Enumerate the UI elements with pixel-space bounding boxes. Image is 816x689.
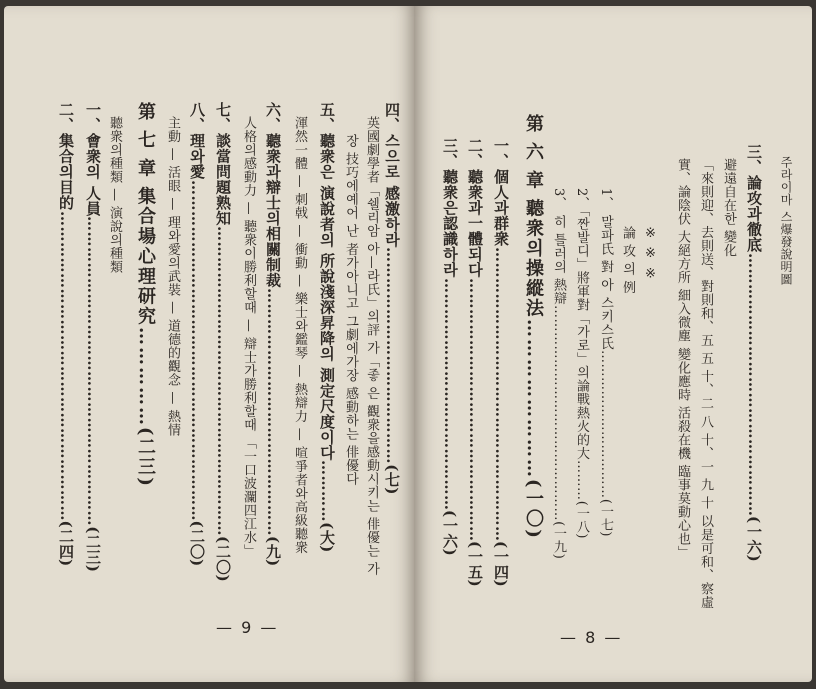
toc-entry bbox=[676, 158, 689, 559]
toc-leader: …………………………………… bbox=[383, 247, 401, 465]
toc-entry bbox=[442, 138, 457, 556]
toc-entry-text: 實、論陰伏 大絕方所 細入微塵 變化應時 活殺在機 臨事莫動心也」 bbox=[675, 158, 690, 560]
toc-entry-text: 英國劇學者「쉘리암 아—라氏」의評 가「좋 은 觀衆을感動시키는 俳優는 가 bbox=[364, 116, 379, 576]
toc-entry bbox=[108, 116, 121, 274]
toc-entry-text: 三、聽衆은認識하라 bbox=[441, 138, 459, 278]
toc-entry bbox=[621, 226, 634, 294]
toc-entry bbox=[166, 116, 179, 437]
toc-entry-text: 避遠自在한 變化 bbox=[721, 158, 736, 258]
toc-page-ref: (一九) bbox=[551, 521, 566, 560]
page-number: — 8 — bbox=[560, 628, 623, 647]
toc-entry-text: 一、會衆의 人員 bbox=[84, 102, 102, 217]
toc-entry-text: 八、理와愛 bbox=[188, 102, 206, 180]
toc-entry bbox=[493, 138, 508, 587]
toc-entry bbox=[365, 116, 378, 576]
toc-leader: …………………………………………………… bbox=[214, 226, 232, 536]
toc-page-ref: (九) bbox=[264, 536, 282, 567]
toc-entry bbox=[319, 102, 334, 553]
toc-entry-text: 四、스으로 感激하라 bbox=[383, 102, 401, 248]
toc-entry-text: 主動 — 活眼 — 理와愛의武裝 — 道德的觀念 — 熱情 bbox=[165, 116, 180, 437]
toc-page-ref: (一五) bbox=[466, 541, 484, 588]
toc-leader: …………………………………………………… bbox=[57, 210, 75, 521]
toc-entry-text: 「來則迎、去則送、對則和、五 五 十、二 八 十、一 九 十 以是可和、察虛 bbox=[698, 158, 713, 609]
toc-entry bbox=[722, 158, 735, 257]
toc-entry-text: ※ ※ ※ bbox=[643, 226, 658, 282]
toc-entry bbox=[699, 158, 712, 609]
toc-page-ref: (一七) bbox=[598, 498, 613, 537]
toc-entry bbox=[344, 134, 357, 486]
toc-leader: …………………………… bbox=[598, 350, 613, 499]
toc-entry bbox=[599, 188, 612, 537]
toc-entry-text: 장 技巧에예어 난 者가아니고 그劇에가장 感動하는 俳優다 bbox=[343, 134, 358, 486]
toc-entry-text: 論 攻 의 例 bbox=[620, 226, 635, 294]
toc-entry-text: 1、 말파氏 對 아 스키스氏 bbox=[598, 188, 613, 351]
toc-entry-text: 第 七 章 集合場心理研究 bbox=[135, 102, 156, 327]
toc-leader: ………………………………………………………… bbox=[188, 179, 206, 521]
toc-page-ref: (二三) bbox=[84, 526, 102, 573]
toc-leader: ………………………………………… bbox=[264, 288, 282, 536]
toc-page-ref: (二四) bbox=[57, 520, 75, 567]
toc-entry bbox=[467, 138, 482, 587]
toc-entry bbox=[384, 102, 399, 495]
toc-entry bbox=[189, 102, 204, 567]
toc-entry-text: 人格의感動力 — 聽衆이勝利할때 — 辯士가勝利할때 「一口波瀾四江水」 bbox=[241, 116, 256, 558]
toc-page-ref: (一四) bbox=[492, 541, 510, 588]
toc-entry-text: 2、「짠발디」將軍對「가로」의論戰熱火的大 bbox=[574, 188, 589, 461]
toc-leader: ………… bbox=[318, 460, 336, 523]
page-nine bbox=[4, 6, 416, 682]
toc-entry-text: 二、聽衆과一體되다 bbox=[466, 138, 484, 278]
toc-entry-text: 渾然一體 — 刺戟 — 衝動 — 樂士와鑑琴 — 熱辯力 — 喧爭者와高級聽衆 bbox=[292, 116, 307, 554]
toc-entry bbox=[552, 188, 565, 559]
toc-entry bbox=[575, 188, 588, 539]
toc-leader: ………………………………………… bbox=[551, 305, 566, 522]
toc-entry bbox=[780, 156, 792, 285]
toc-page-ref: (二三) bbox=[135, 426, 156, 488]
toc-entry bbox=[58, 102, 73, 567]
toc-entry bbox=[293, 116, 306, 554]
toc-leader: …………………………………………… bbox=[466, 277, 484, 541]
toc-page-ref: (一八) bbox=[574, 500, 589, 539]
toc-entry bbox=[242, 116, 255, 558]
toc-entry bbox=[136, 102, 154, 488]
toc-leader: …………………………………………………… bbox=[84, 216, 102, 527]
toc-page-ref: (一六) bbox=[441, 510, 459, 557]
toc-page-ref: (七) bbox=[383, 464, 401, 495]
page-eight bbox=[414, 6, 812, 682]
toc-leader: ……… bbox=[574, 460, 589, 501]
toc-entry-text: 3、 히 틀러의 熱辯 bbox=[551, 188, 566, 306]
toc-page-ref: (大) bbox=[318, 522, 336, 553]
toc-entry-text: 六、聽衆과辯士의相關制裁 bbox=[264, 102, 282, 288]
toc-leader: …………………… bbox=[523, 318, 544, 479]
toc-page-ref: (二〇) bbox=[188, 520, 206, 567]
toc-entry-text: 七、談當問題熟知 bbox=[214, 102, 232, 226]
toc-entry bbox=[746, 144, 761, 562]
toc-entry-text: 一、個人과群衆 bbox=[492, 138, 510, 247]
toc-entry bbox=[644, 226, 657, 282]
toc-page-ref: (一六) bbox=[745, 516, 763, 563]
toc-entry bbox=[265, 102, 280, 567]
toc-entry-text: 주라이마 스爆發說明圖 bbox=[779, 156, 793, 286]
toc-page-ref: (一〇) bbox=[523, 478, 544, 540]
toc-entry bbox=[85, 102, 100, 572]
toc-entry-text: 五、聽衆은 演說者의 所說淺深昇降의 測定尺度이다 bbox=[318, 102, 336, 461]
page-number: — 9 — bbox=[216, 618, 279, 637]
toc-entry-text: 第 六 章 聽衆의操縱法 bbox=[523, 114, 544, 319]
toc-entry-text: 三、論攻과徹底 bbox=[745, 144, 763, 253]
toc-leader: …………………………………………… bbox=[745, 252, 763, 516]
toc-entry-text: 聽衆의種類 — 演說의種類 bbox=[107, 116, 122, 274]
toc-entry bbox=[524, 114, 542, 540]
toc-leader: …………… bbox=[135, 326, 156, 427]
toc-entry bbox=[215, 102, 230, 582]
toc-entry-text: 二、集合의目的 bbox=[57, 102, 75, 211]
toc-leader: ……………………………………… bbox=[441, 277, 459, 510]
toc-page-ref: (二〇) bbox=[214, 536, 232, 583]
toc-leader: ………………………………………………… bbox=[492, 246, 510, 541]
